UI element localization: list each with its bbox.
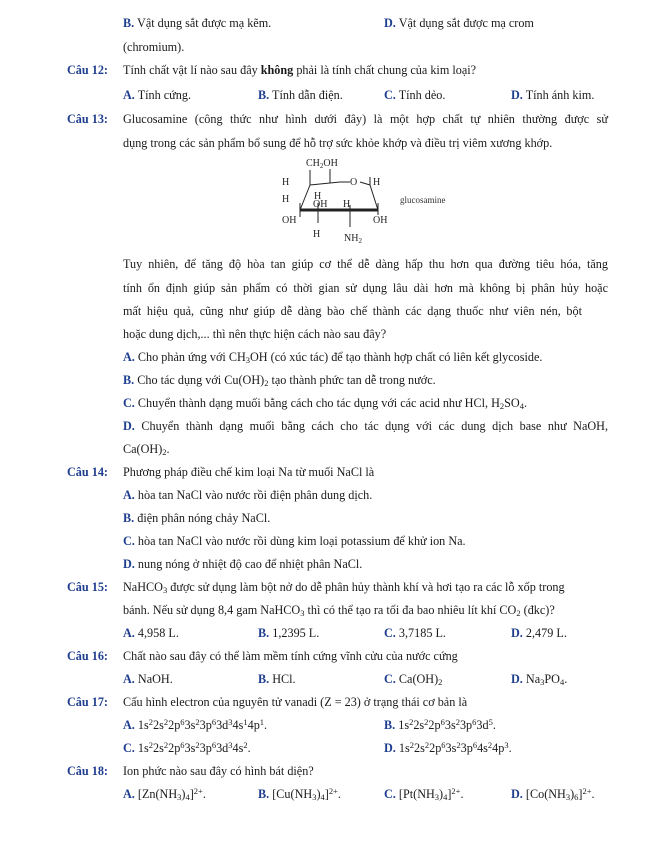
option-letter: A. <box>123 350 135 364</box>
q17-option-d[interactable] <box>384 741 512 756</box>
q17-option-c-text: $1s^22s^22p^63s^23p^63d^34s^2$. <box>137 740 251 755</box>
q13-option-d-text: Chuyển thành dạng muối bằng cách cho tác dụng với các dung dịch base như NaOH, <box>141 419 609 433</box>
q11-option-b[interactable] <box>123 16 271 31</box>
q11-option-b-text: Vật dụng sắt được mạ kẽm. <box>137 16 272 30</box>
q18-option-c[interactable] <box>384 787 464 802</box>
q12-option-c-text: Tính dẻo. <box>398 88 446 102</box>
q17-stem: Cấu hình electron của nguyên tử vanadi (Z = 23) ở trạng thái cơ bản là <box>123 695 468 709</box>
h-label: H <box>373 177 381 188</box>
q16-option-a[interactable] <box>123 672 173 687</box>
option-letter: D. <box>511 672 523 686</box>
q11-option-d-continued: (chromium). <box>123 40 185 54</box>
q12-option-c[interactable] <box>384 88 445 103</box>
option-letter: B. <box>123 16 135 30</box>
q12-option-b-text: Tính dẫn điện. <box>272 88 343 102</box>
option-letter: C. <box>384 626 396 640</box>
q13-paragraph-line4: hoặc dung dịch,... thì nên thực hiện cách nào sau đây? <box>123 327 387 341</box>
q15-label: Câu 15: <box>67 580 108 594</box>
option-letter: C. <box>384 88 396 102</box>
q13-paragraph-line2: tính ổn định giúp sản phẩm có thời gian sử dụng lâu dài hơn mà không bị phân hủy hoặc <box>123 281 608 295</box>
q12-stem-pre: Tính chất vật lí nào sau đây <box>123 63 261 77</box>
option-letter: D. <box>511 88 523 102</box>
q13-option-d[interactable] <box>123 419 608 434</box>
option-letter: B. <box>258 787 270 801</box>
q14-option-b[interactable] <box>123 511 270 526</box>
q16-option-d-text: $Na_3PO_4$. <box>525 672 568 687</box>
q13-option-b-text: Cho tác dụng với $Cu(OH)_2$ tạo thành phức tan dễ trong nước. <box>137 373 436 388</box>
option-letter: C. <box>123 534 135 548</box>
option-letter: D. <box>511 626 523 640</box>
q16-option-c[interactable] <box>384 672 442 687</box>
q12-stem-post: phải là tính chất chung của kim loại? <box>293 63 477 77</box>
h-label: H <box>282 194 290 205</box>
q11-option-d-text: Vật dụng sắt được mạ crom <box>398 16 534 30</box>
nh2-label: $NH_2$ <box>344 233 362 245</box>
q17-option-b-text: $1s^22s^22p^63s^23p^63d^5$. <box>398 717 496 732</box>
q13-option-c-text: Chuyển thành dạng muối bằng cách cho tác dụng với các acid như HCl, $H_2SO_4$. <box>137 396 528 411</box>
q12-label: Câu 12: <box>67 63 108 77</box>
q17-option-a-text: $1s^22s^22p^63s^23p^63d^34s^14p^1$. <box>137 717 268 732</box>
q15-stem-line1: NaHCO$_3$ được sử dụng làm bột nở do dễ phân hủy thành khí và hơi tạo ra các lỗ xốp trong <box>123 580 565 595</box>
option-letter: B. <box>123 511 135 525</box>
q13-option-c[interactable] <box>123 396 527 411</box>
option-letter: D. <box>384 741 396 755</box>
oh-label: OH <box>313 199 328 210</box>
q18-option-a-text: $[Zn(NH_3)_4]^{2+}$. <box>137 786 206 802</box>
q14-option-d-text: nung nóng ở nhiệt độ cao để nhiệt phân NaCl. <box>137 557 363 571</box>
option-letter: C. <box>123 396 135 410</box>
h-label: H <box>314 191 322 202</box>
q12-stem <box>123 63 476 78</box>
glucosamine-caption: glucosamine <box>400 195 446 205</box>
q13-option-a-text: Cho phản ứng với $CH_3OH$ (có xúc tác) để tạo thành hợp chất có liên kết glycoside. <box>137 350 543 365</box>
q16-option-b-text: HCl. <box>272 672 296 686</box>
q13-paragraph-line1: Tuy nhiên, để tăng độ hòa tan giúp cơ thể dễ dàng hấp thu hơn qua đường tiêu hóa, tăng <box>123 257 608 271</box>
option-letter: A. <box>123 626 135 640</box>
q18-option-c-text: $[Pt(NH_3)_4]^{2+}$. <box>398 786 464 802</box>
q13-stem-line2: dụng trong các sản phẩm bổ sung để hỗ trợ sức khỏe khớp và điều trị viêm xương khớp. <box>123 136 553 150</box>
q14-stem: Phương pháp điều chế kim loại Na từ muối NaCl là <box>123 465 375 479</box>
q17-label: Câu 17: <box>67 695 108 709</box>
q14-option-d[interactable] <box>123 557 362 572</box>
q16-option-a-text: NaOH. <box>137 672 173 686</box>
q14-option-c-text: hòa tan NaCl vào nước rồi dùng kim loại potassium để khử ion Na. <box>137 534 466 548</box>
q15-option-c[interactable] <box>384 626 446 641</box>
option-letter: B. <box>123 373 135 387</box>
option-letter: A. <box>123 672 135 686</box>
q15-option-b[interactable] <box>258 626 319 641</box>
q15-option-d[interactable] <box>511 626 567 641</box>
h-label: H <box>343 199 351 210</box>
q13-option-b[interactable] <box>123 373 436 388</box>
q12-option-a[interactable] <box>123 88 191 103</box>
q15-option-d-text: 2,479 L. <box>525 626 567 640</box>
q12-option-b[interactable] <box>258 88 343 103</box>
option-letter: A. <box>123 718 135 732</box>
q15-option-a[interactable] <box>123 626 179 641</box>
h-label: H <box>282 177 290 188</box>
q14-option-b-text: điện phân nóng chảy NaCl. <box>137 511 271 525</box>
option-letter: A. <box>123 488 135 502</box>
q12-option-d-text: Tính ánh kim. <box>525 88 595 102</box>
q13-option-d-continued: $Ca(OH)_2$. <box>123 442 170 457</box>
q13-paragraph-line3: mất hiệu quả, cũng như giúp dễ dàng bào chế thành các dạng thuốc như viên nén, bột <box>123 304 582 318</box>
q18-option-b[interactable] <box>258 787 341 802</box>
q15-option-c-text: 3,7185 L. <box>398 626 446 640</box>
q16-stem: Chất nào sau đây có thể làm mềm tính cứng vĩnh cửu của nước cứng <box>123 649 458 663</box>
option-letter: D. <box>123 557 135 571</box>
option-letter: B. <box>258 626 270 640</box>
glucosamine-structure <box>270 155 500 250</box>
option-letter: B. <box>384 718 396 732</box>
q17-option-a[interactable] <box>123 718 267 733</box>
q15-option-a-text: 4,958 L. <box>137 626 179 640</box>
h-label: H <box>313 229 321 240</box>
q17-option-c[interactable] <box>123 741 251 756</box>
option-letter: D. <box>511 787 523 801</box>
option-letter: B. <box>258 88 270 102</box>
q12-option-d[interactable] <box>511 88 594 103</box>
q18-option-d-text: $[Co(NH_3)_6]^{2+}$. <box>525 786 595 802</box>
ring-oxygen-label: O <box>350 177 358 188</box>
q16-label: Câu 16: <box>67 649 108 663</box>
option-letter: C. <box>384 672 396 686</box>
q13-label: Câu 13: <box>67 112 108 126</box>
q18-stem: Ion phức nào sau đây có hình bát diện? <box>123 764 314 778</box>
q12-stem-emphasis: không <box>260 63 294 77</box>
q16-option-c-text: $Ca(OH)_2$ <box>398 672 443 687</box>
option-letter: B. <box>258 672 270 686</box>
oh-label: OH <box>282 215 297 226</box>
q12-option-a-text: Tính cứng. <box>137 88 192 102</box>
q11-option-d[interactable] <box>384 16 534 31</box>
q16-option-d[interactable] <box>511 672 567 687</box>
q16-option-b[interactable] <box>258 672 296 687</box>
q13-option-a[interactable] <box>123 350 542 365</box>
q14-option-c[interactable] <box>123 534 466 549</box>
ch2oh-label: $CH_2OH$ <box>306 158 338 170</box>
q15-option-b-text: 1,2395 L. <box>272 626 320 640</box>
q18-label: Câu 18: <box>67 764 108 778</box>
option-letter: A. <box>123 88 135 102</box>
q17-option-d-text: $1s^22s^22p^63s^23p^64s^24p^3$. <box>398 740 512 755</box>
option-letter: D. <box>384 16 396 30</box>
q14-option-a[interactable] <box>123 488 372 503</box>
option-letter: A. <box>123 787 135 801</box>
option-letter: C. <box>123 741 135 755</box>
oh-label: OH <box>373 215 388 226</box>
q17-option-b[interactable] <box>384 718 496 733</box>
q18-option-a[interactable] <box>123 787 206 802</box>
option-letter: D. <box>123 419 135 433</box>
q14-label: Câu 14: <box>67 465 108 479</box>
q18-option-d[interactable] <box>511 787 595 802</box>
option-letter: C. <box>384 787 396 801</box>
q14-option-a-text: hòa tan NaCl vào nước rồi điện phân dung dịch. <box>137 488 373 502</box>
q15-stem-line2: bánh. Nếu sử dụng 8,4 gam NaHCO$_3$ thì có thể tạo ra tối đa bao nhiêu lít khí $CO_2$ (đkc)? <box>123 603 555 618</box>
q18-option-b-text: $[Cu(NH_3)_4]^{2+}$. <box>272 786 341 802</box>
q13-stem-line1: Glucosamine (công thức như hình dưới đây) là một hợp chất tự nhiên thường được sử <box>123 112 608 126</box>
